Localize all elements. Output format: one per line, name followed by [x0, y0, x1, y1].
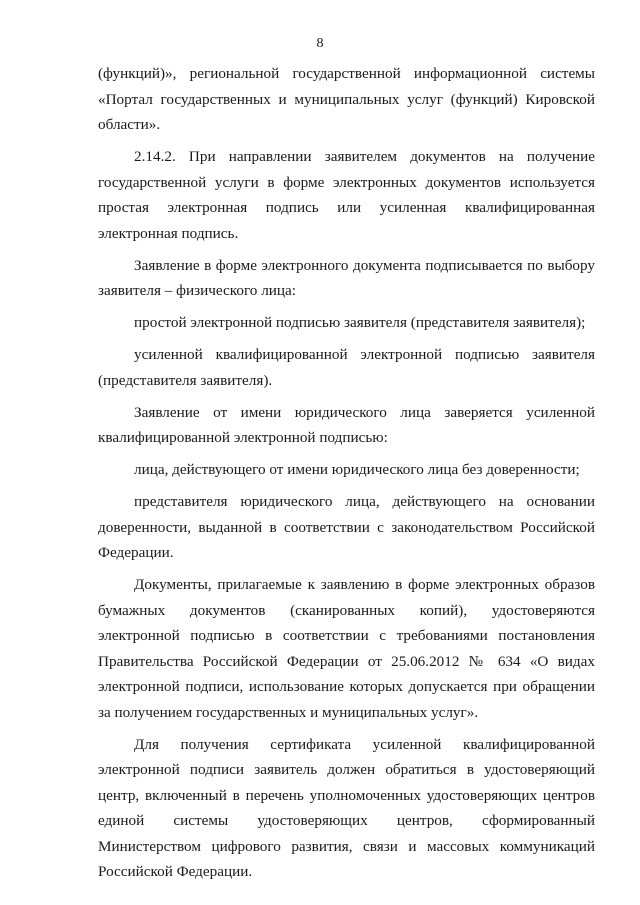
- paragraph: Для получения сертификата усиленной квалифицированной электронной подписи заявитель должен обратиться в удостоверяющий центр, включенный в перечень уполномоченных удостоверяющих центров единой системы удостоверяющих центров, сформированный Министерством цифрового развития, связи и массовых коммуникаций Российской Федерации.: [98, 735, 595, 880]
- paragraph: Заявление от имени юридического лица заверяется усиленной квалифицированной электронной подписью:: [98, 403, 595, 446]
- document-body: [98, 61, 595, 891]
- page-number: 8: [316, 36, 324, 51]
- paragraph: Заявление в форме электронного документа подписывается по выбору заявителя – физического лица:: [98, 256, 595, 299]
- paragraph: усиленной квалифицированной электронной подписью заявителя (представителя заявителя).: [98, 346, 595, 389]
- paragraph: простой электронной подписью заявителя (представителя заявителя);: [134, 314, 586, 331]
- paragraph: лица, действующего от имени юридического лица без доверенности;: [134, 461, 580, 478]
- paragraph: (функций)», региональной государственной информационной системы «Портал государственных и муниципальных услуг (функций) Кировской области».: [98, 65, 595, 133]
- paragraph: 2.14.2. При направлении заявителем документов на получение государственной услуги в форме электронных документов используется простая электронная подпись или усиленная квалифицированная электронная подпись.: [98, 148, 595, 242]
- paragraph: представителя юридического лица, действующего на основании доверенности, выданной в соответствии с законодательством Российской Федерации.: [98, 493, 595, 561]
- paragraph: Документы, прилагаемые к заявлению в форме электронных образов бумажных документов (сканированных копий), удостоверяются электронной подписью в соответствии с требованиями постановления Правительства Российской Федерации от 25.06.2012 № 634 «О видах электронной подписи, использование которых допускается при обращении за получением государственных и муниципальных услуг».: [98, 576, 595, 721]
